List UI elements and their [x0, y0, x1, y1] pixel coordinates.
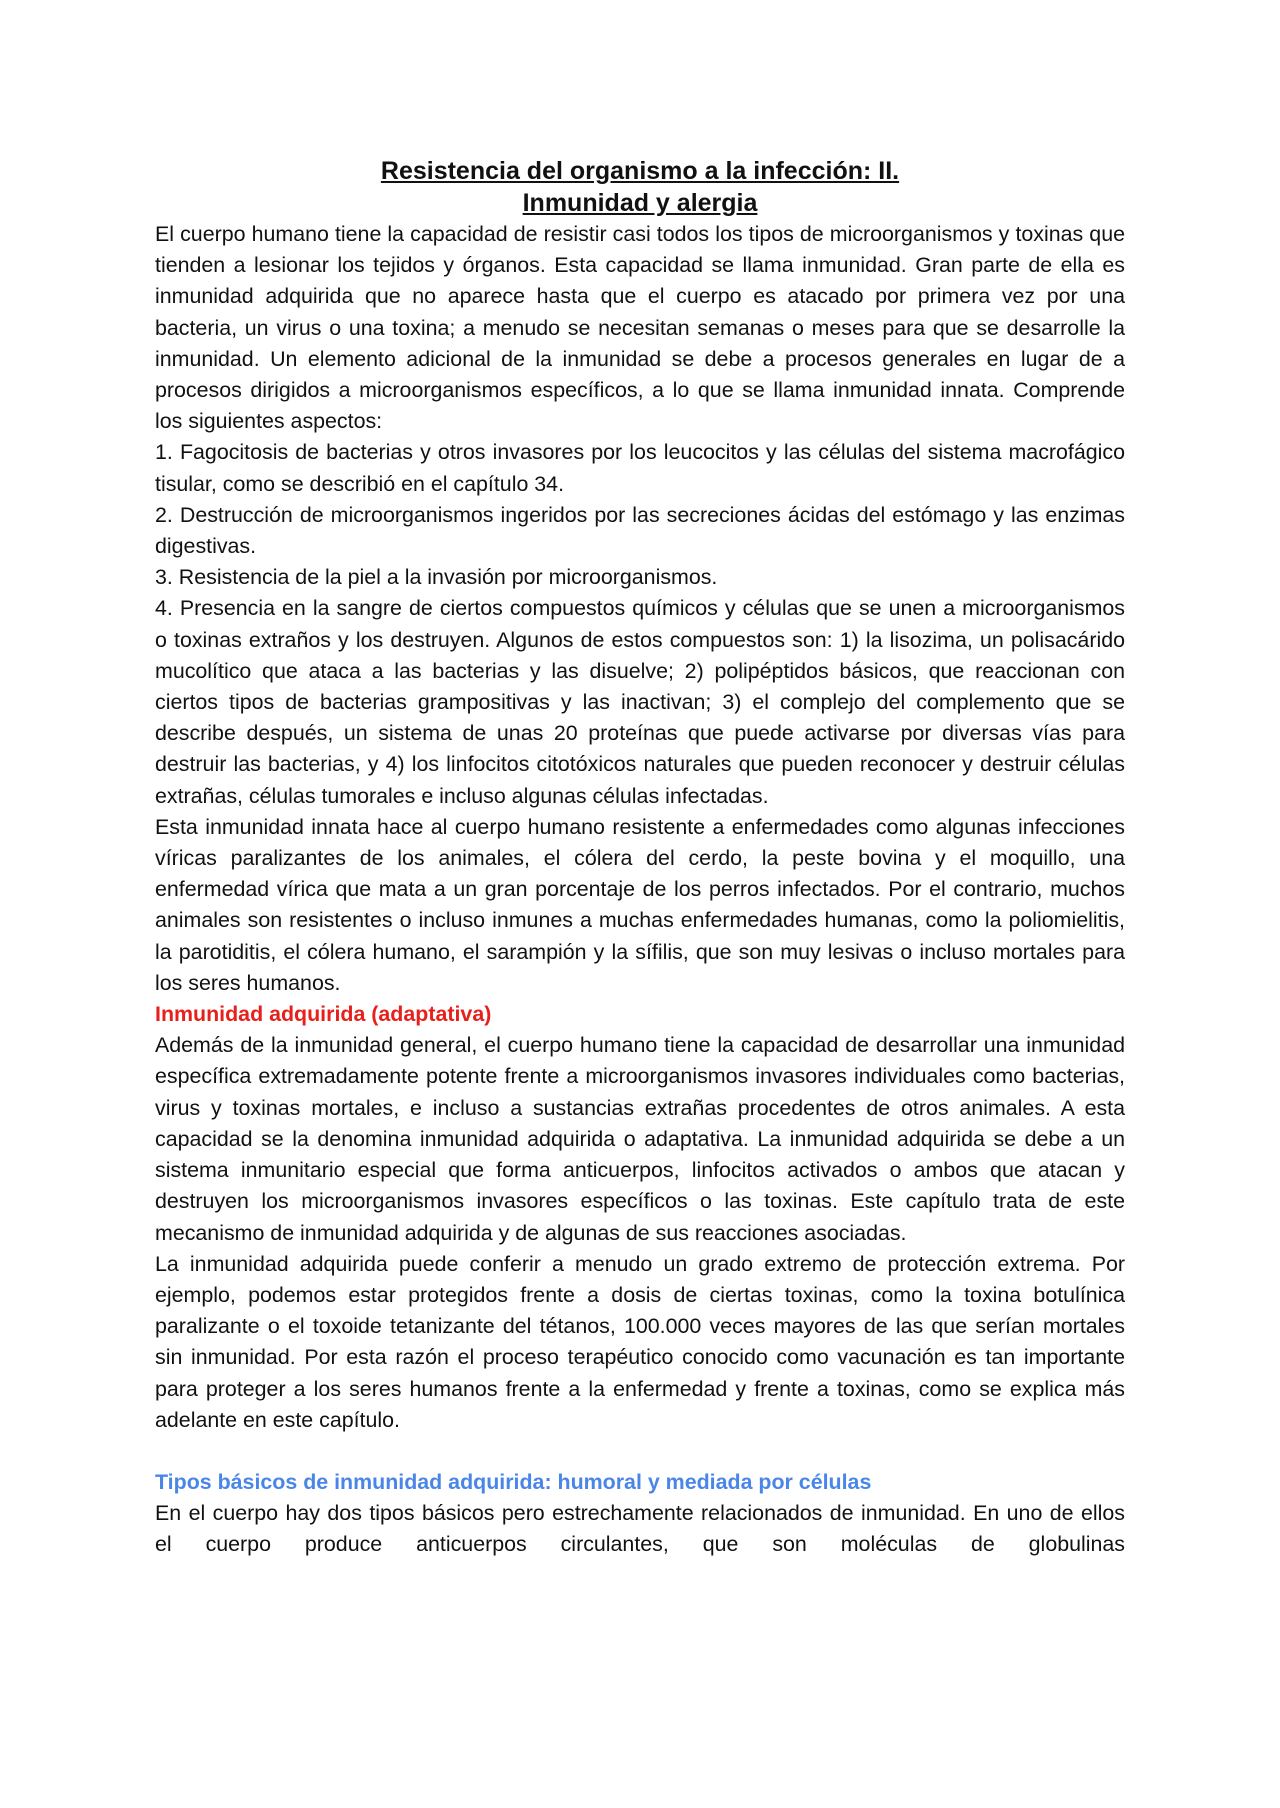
document-title-line-2: Inmunidad y alergia [522, 189, 758, 217]
list-item-4: 4. Presencia en la sangre de ciertos compuestos químicos y células que se unen a microorganismos o toxinas extraños y los destruyen. Algunos de estos compuestos son: 1) la lisozima, un polisacárido mucolítico que ataca a las bacterias y las disuelve; 2) polipéptidos básicos, que reaccionan con ciertos tipos de bacterias grampositivas y las inactivan; 3) el complejo del complemento que se describe después, un sistema de unas 20 proteínas que puede activarse por diversas vías para destruir las bacterias, y 4) los linfocitos citotóxicos naturales que pueden reconocer y destruir células extrañas, células tumorales e incluso algunas células infectadas. [155, 596, 1125, 808]
document-title-line-1: Resistencia del organismo a la infección: II. [380, 157, 900, 185]
acquired-paragraph-2: La inmunidad adquirida puede conferir a menudo un grado extremo de protección extrema. Por ejemplo, podemos estar protegidos frente a dosis de ciertas toxinas, como la toxina botulínica paralizante o el toxoide tetanizante del tétanos, 100.000 veces mayores de las que serían mortales sin inmunidad. Por esta razón el proceso terapéutico conocido como vacunación es tan importante para proteger a los seres humanos frente a la enfermedad y frente a toxinas, como se explica más adelante en este capítulo. [155, 1251, 1125, 1432]
document-body [155, 219, 1125, 1561]
paragraph-spacer [155, 1436, 1125, 1467]
section-heading-types: Tipos básicos de inmunidad adquirida: humoral y mediada por células [155, 1469, 872, 1494]
section-heading-acquired: Inmunidad adquirida (adaptativa) [155, 1002, 492, 1027]
types-paragraph: En el cuerpo hay dos tipos básicos pero estrechamente relacionados de inmunidad. En uno de ellos el cuerpo produce anticuerpos circulantes, que son moléculas de globulinas [155, 1501, 1125, 1557]
list-item-2: 2. Destrucción de microorganismos ingeridos por las secreciones ácidas del estómago y las enzimas digestivas. [155, 502, 1125, 559]
innate-immunity-paragraph: Esta inmunidad innata hace al cuerpo humano resistente a enfermedades como algunas infecciones víricas paralizantes de los animales, el cólera del cerdo, la peste bovina y el moquillo, una enfermedad vírica que mata a un gran porcentaje de los perros infectados. Por el contrario, muchos animales son resistentes o incluso inmunes a muchas enfermedades humanas, como la poliomielitis, la parotiditis, el cólera humano, el sarampión y la sífilis, que son muy lesivas o incluso mortales para los seres humanos. [155, 814, 1125, 995]
acquired-paragraph-1: Además de la inmunidad general, el cuerpo humano tiene la capacidad de desarrollar una inmunidad específica extremadamente potente frente a microorganismos invasores individuales como bacterias, virus y toxinas mortales, e incluso a sustancias extrañas procedentes de otros animales. A esta capacidad se la denomina inmunidad adquirida o adaptativa. La inmunidad adquirida se debe a un sistema inmunitario especial que forma anticuerpos, linfocitos activados o ambos que atacan y destruyen los microorganismos invasores específicos o las toxinas. Este capítulo trata de este mecanismo de inmunidad adquirida y de algunas de sus reacciones asociadas. [155, 1033, 1125, 1245]
list-item-1: 1. Fagocitosis de bacterias y otros invasores por los leucocitos y las células del sistema macrofágico tisular, como se describió en el capítulo 34. [155, 440, 1125, 496]
intro-paragraph: El cuerpo humano tiene la capacidad de resistir casi todos los tipos de microorganismos y toxinas que tienden a lesionar los tejidos y órganos. Esta capacidad se llama inmunidad. Gran parte de ella es inmunidad adquirida que no aparece hasta que el cuerpo es atacado por primera vez por una bacteria, un virus o una toxina; a menudo se necesitan semanas o meses para que se desarrolle la inmunidad. Un elemento adicional de la inmunidad se debe a procesos generales en lugar de a procesos dirigidos a microorganismos específicos, a lo que se llama inmunidad innata. Comprende los siguientes aspectos: [155, 222, 1125, 434]
list-item-3: 3. Resistencia de la piel a la invasión por microorganismos. [155, 565, 718, 590]
